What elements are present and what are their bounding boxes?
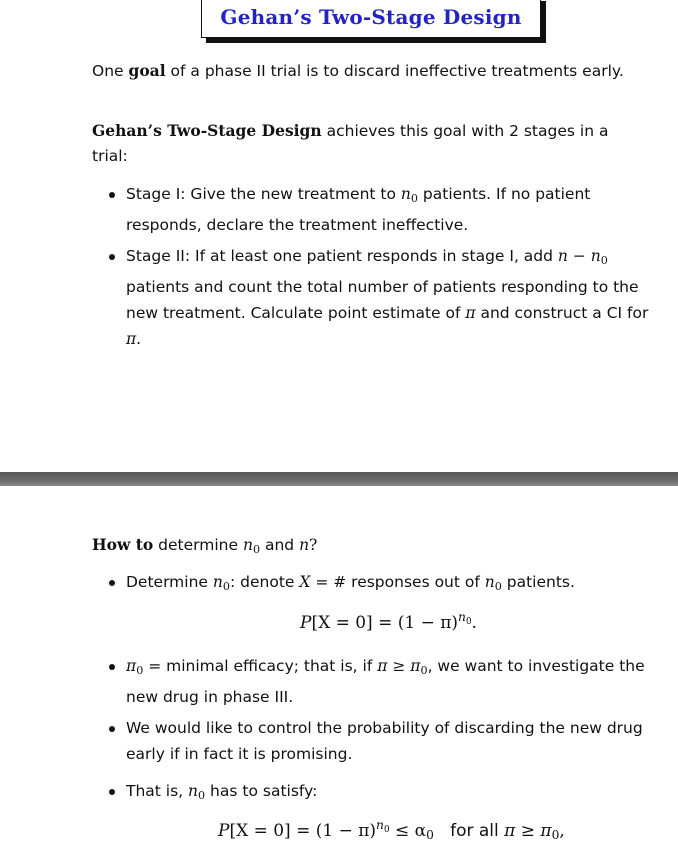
eq2-P: P: [218, 821, 230, 841]
eq2-alpha-sub: 0: [426, 828, 434, 842]
stage1-pre: Stage I: Give the new treatment to: [126, 185, 401, 203]
b3-line1: We would like to control the probability of discarding the new drug: [126, 719, 643, 737]
stage2-pre: Stage II: If at least one patient responds in stage I, add: [126, 247, 558, 265]
b1-X: X: [299, 573, 311, 591]
bullet-dot: [109, 726, 115, 732]
b2-subb: 0: [420, 664, 428, 677]
b1-eq: = # responses out of: [310, 573, 485, 591]
how-n: n: [299, 536, 310, 554]
bullet-satisfy: [126, 778, 666, 809]
eq2-pi-sub: 0: [551, 828, 560, 842]
b4-sub: 0: [198, 789, 206, 802]
b1-post: patients.: [501, 573, 575, 591]
bullet-minimal-efficacy: [126, 653, 666, 710]
eq2-sup-sub: 0: [383, 825, 390, 835]
b3-line2: early if in fact it is promising.: [126, 745, 353, 763]
eq2-body: [X = 0] = (1 − π): [229, 821, 377, 841]
stage2-line3-pre: new treatment. Calculate point estimate of: [126, 304, 466, 322]
how-text: determine: [153, 536, 243, 554]
eq1-P: P: [300, 613, 312, 633]
b4-n: n: [188, 782, 199, 800]
b2-line2: new drug in phase III.: [126, 688, 294, 706]
bullet-dot: [109, 664, 115, 670]
design-line2: trial:: [92, 147, 128, 165]
stage2-line2: patients and count the total number of patients responding to the: [126, 278, 639, 296]
eq1-body: [X = 0] = (1 − π): [311, 613, 459, 633]
bullet-dot: [109, 789, 115, 795]
stage2-line4: π.: [126, 330, 142, 348]
b4-pre: That is,: [126, 782, 189, 800]
stage2-line3-post: and construct a CI for: [475, 304, 649, 322]
eq2-le: ≤ α: [389, 821, 427, 841]
b2-text1: = minimal efficacy; that is, if: [143, 657, 378, 675]
b2-ge: ≥: [387, 657, 411, 675]
design-paragraph: [92, 118, 658, 169]
equation-probability: [300, 610, 477, 633]
stage1-sub: 0: [410, 192, 418, 205]
b2-pi0: π: [126, 657, 137, 675]
bullet-determine-n0: [126, 569, 666, 600]
equation-constraint: [218, 818, 565, 842]
design-bold: Gehan’s Two-Stage Design: [92, 121, 322, 140]
stage2-pi: π: [465, 304, 476, 322]
bullet-stage-1: [126, 181, 666, 238]
how-sub: 0: [252, 543, 261, 556]
b2-text2: , we want to investigate the: [427, 657, 645, 675]
how-bold: How to: [92, 535, 154, 554]
bullet-dot: [109, 254, 115, 260]
stage2-minus: −: [567, 247, 591, 265]
stage1-post: patients. If no patient: [417, 185, 591, 203]
bullet-control-probability: [126, 715, 666, 767]
goal-bold: goal: [128, 61, 166, 80]
bullet-stage-2: [126, 243, 666, 352]
how-paragraph: [92, 532, 658, 562]
eq1-sup-sub: 0: [465, 617, 472, 627]
how-and: and: [260, 536, 300, 554]
slide-title-box: [201, 0, 541, 38]
b2-pi: π: [377, 657, 388, 675]
b1-sub2: 0: [494, 580, 502, 593]
stage2-var2: n: [590, 247, 601, 265]
slide-divider: [0, 472, 678, 486]
b1-pre: Determine: [126, 573, 213, 591]
how-q: ?: [309, 536, 318, 554]
stage2-sub: 0: [600, 254, 608, 267]
b2-sub: 0: [136, 664, 144, 677]
b2-pi0b: π: [410, 657, 421, 675]
goal-paragraph: [92, 58, 658, 84]
b1-n2: n: [484, 573, 495, 591]
how-n0: n: [242, 536, 253, 554]
eq2-pi: π ≥ π: [504, 821, 552, 841]
goal-pre: One: [92, 62, 129, 80]
design-line1: achieves this goal with 2 stages in a: [321, 122, 609, 140]
eq2-sup-n: n: [376, 818, 384, 832]
eq1-end: .: [471, 613, 477, 633]
stage1-var: n: [400, 185, 411, 203]
bullet-dot: [109, 192, 115, 198]
b1-mid: : denote: [229, 573, 300, 591]
bullet-dot: [109, 580, 115, 586]
b4-post: has to satisfy:: [205, 782, 318, 800]
eq2-end: ,: [559, 821, 565, 841]
eq1-sup-n: n: [458, 610, 466, 624]
stage1-line2: responds, declare the treatment ineffective.: [126, 216, 469, 234]
b1-sub: 0: [222, 580, 230, 593]
stage2-var1: n: [557, 247, 568, 265]
eq2-forall: for all: [433, 821, 505, 841]
goal-post: of a phase II trial is to discard ineffective treatments early.: [165, 62, 624, 80]
b1-n: n: [212, 573, 223, 591]
slide-title: Gehan’s Two-Stage Design: [220, 5, 522, 29]
